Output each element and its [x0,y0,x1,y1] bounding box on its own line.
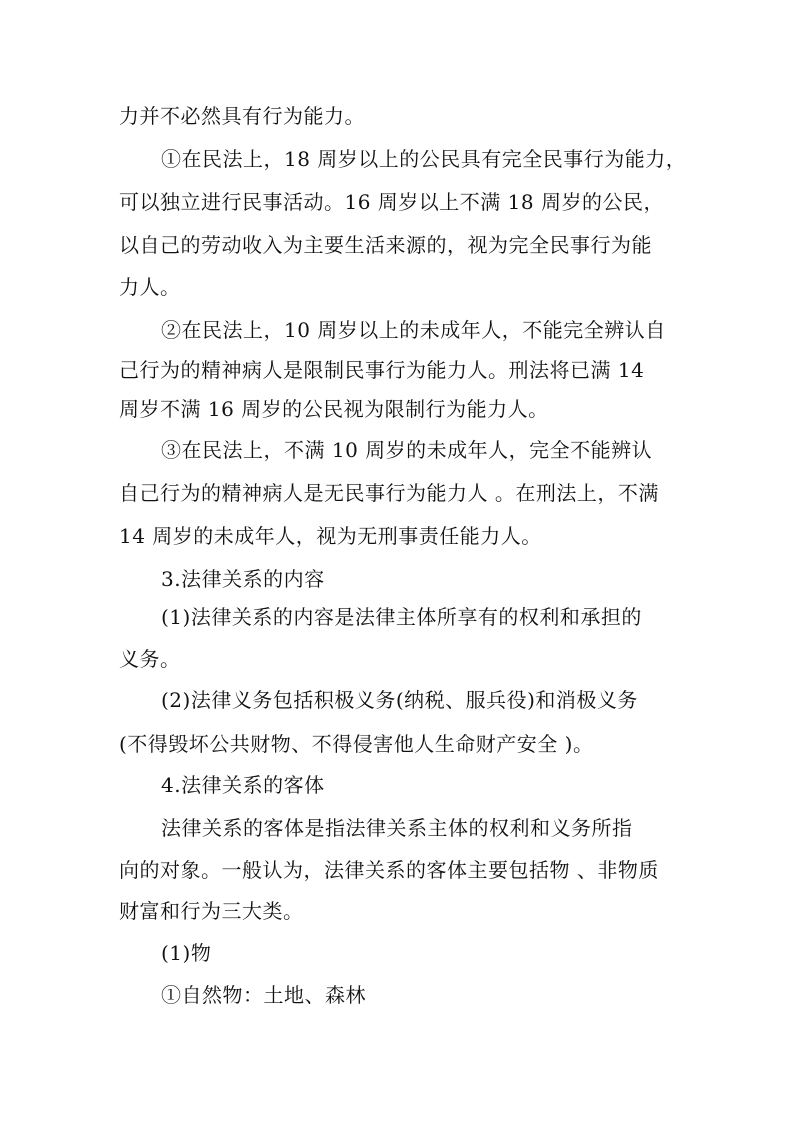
text-line: 法律关系的客体是指法律关系主体的权利和义务所指 [161,816,633,840]
text-line: (1)法律关系的内容是法律主体所享有的权利和承担的 [161,605,642,629]
text-line: 力人。 [119,275,181,299]
text-line: 14 周岁的未成年人，视为无刑事责任能力人。 [119,524,542,548]
text-line: 己行为的精神病人是限制民事行为能力人。刑法将已满 14 [119,358,645,382]
text-line: 义务。 [119,647,181,671]
text-line: 自己行为的精神病人是无民事行为能力人 。在刑法上，不满 [119,481,659,505]
text-line: (不得毁坏公共财物、不得侵害他人生命财产安全 )。 [119,732,594,756]
subsection-heading: (1)物 [161,941,212,965]
section-heading: 3.法律关系的内容 [161,567,325,591]
section-heading: 4.法律关系的客体 [161,773,325,797]
text-line: (2)法律义务包括积极义务(纳税、服兵役)和消极义务 [161,688,638,712]
text-line: 可以独立进行民事活动。16 周岁以上不满 18 周岁的公民， [119,190,664,214]
text-line: ③在民法上，不满 10 周岁的未成年人，完全不能辨认 [161,438,653,462]
text-line: 以自己的劳动收入为主要生活来源的，视为完全民事行为能 [119,233,652,257]
text-line: 向的对象。一般认为，法律关系的客体主要包括物 、非物质 [119,858,659,882]
text-line: ②在民法上，10 周岁以上的未成年人，不能完全辨认自 [161,318,666,342]
text-line: ①在民法上，18 周岁以上的公民具有完全民事行为能力， [161,147,687,171]
text-line: 力并不必然具有行为能力。 [119,104,365,128]
text-line: ①自然物：土地、森林 [161,983,366,1007]
text-line: 财富和行为三大类。 [119,899,304,923]
text-line: 周岁不满 16 周岁的公民视为限制行为能力人。 [119,397,549,421]
